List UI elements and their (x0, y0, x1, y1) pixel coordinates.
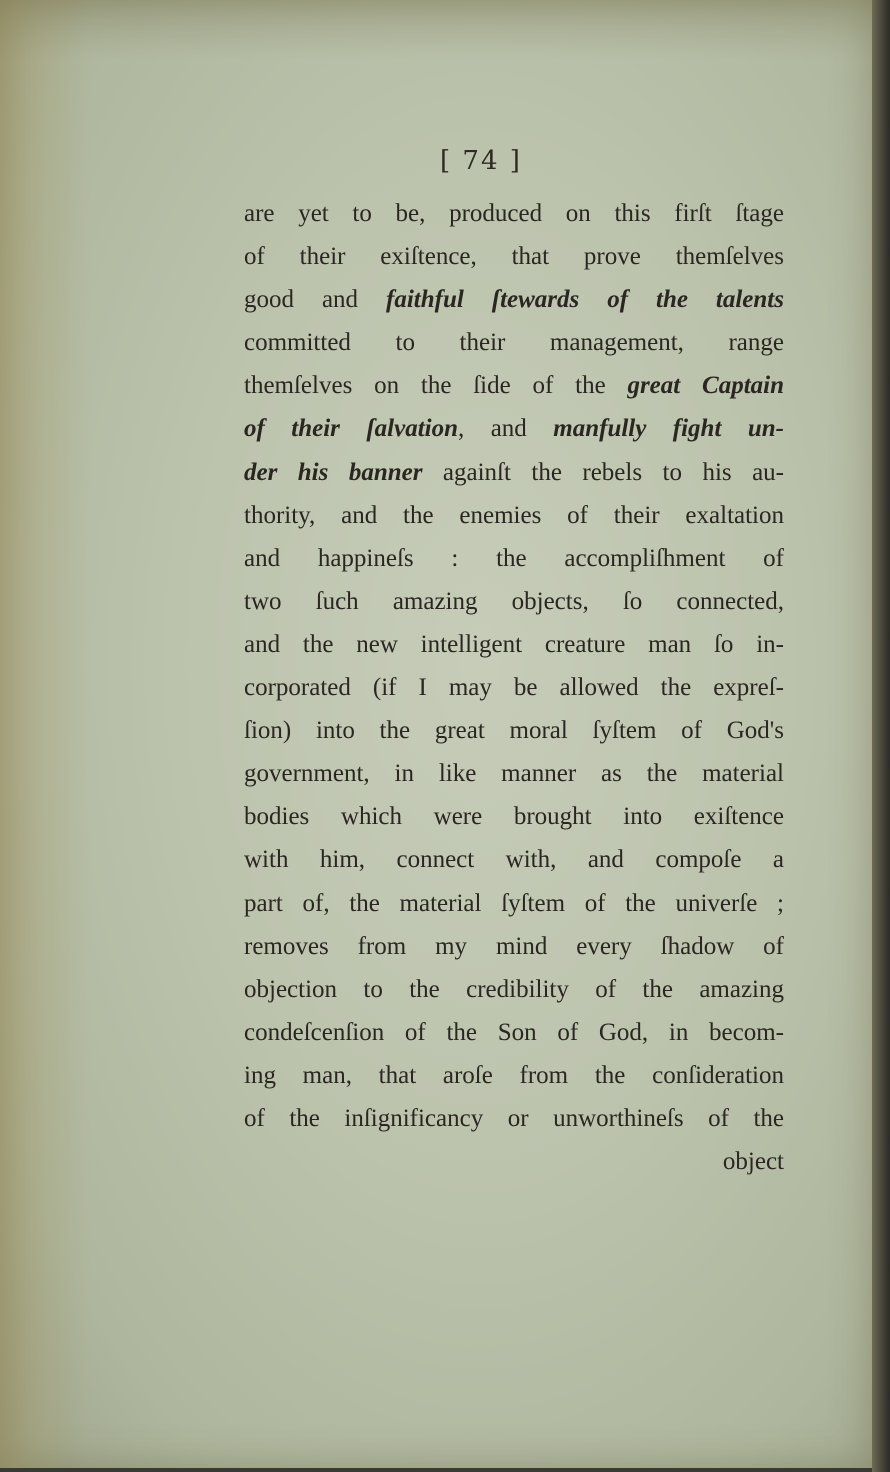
text-line (244, 1097, 784, 1140)
italic-text: of their ſalvation (244, 415, 459, 443)
text-line (244, 494, 784, 537)
text-line (244, 364, 784, 407)
text-run: corporated (if I may be allowed the expreſ- (244, 674, 784, 702)
italic-text: faithful ſtewards of the talents (386, 286, 784, 314)
text-line (244, 580, 784, 623)
text-line (244, 709, 784, 752)
text-line (244, 235, 784, 278)
text-run: againſt the rebels to his au- (422, 458, 784, 486)
text-line (244, 451, 784, 494)
text-run: ing man, that aroſe from the conſideration (244, 1061, 784, 1089)
text-run: of their exiſtence, that prove themſelves (244, 243, 784, 271)
text-line (244, 1054, 784, 1097)
text-line (244, 278, 784, 321)
text-run: ſion) into the great moral ſyſtem of God's (244, 717, 784, 745)
text-run: objection to the credibility of the amazing (244, 975, 784, 1003)
page-stain-left (0, 0, 90, 1468)
text-run: of the inſignificancy or unworthineſs of the (244, 1104, 784, 1132)
text-run: two ſuch amazing objects, ſo connected, (244, 587, 784, 615)
text-run: , and (458, 415, 554, 443)
text-line (244, 1011, 784, 1054)
text-run: themſelves on the ſide of the (244, 372, 628, 400)
body-text (244, 192, 784, 1183)
text-line (244, 192, 784, 235)
text-line (244, 666, 784, 709)
text-run: with him, connect with, and compoſe a (244, 846, 784, 874)
italic-text: der his banner (244, 458, 423, 486)
text-line (244, 623, 784, 666)
page-edge-shadow (872, 0, 890, 1472)
text-run: government, in like manner as the material (244, 760, 784, 788)
italic-text: great Captain (627, 372, 784, 400)
text-run: bodies which were brought into exiſtence (244, 803, 784, 831)
text-line (244, 925, 784, 968)
text-line (244, 407, 784, 450)
text-run: and the new intelligent creature man ſo in- (244, 630, 784, 658)
italic-text: manfully fight un- (553, 415, 784, 443)
text-line (244, 537, 784, 580)
text-line (244, 882, 784, 925)
text-line (244, 795, 784, 838)
text-run: part of, the material ſyſtem of the univerſe ; (244, 889, 784, 917)
text-line (244, 838, 784, 881)
text-run: good and (244, 286, 387, 314)
text-run: thority, and the enemies of their exaltation (244, 501, 784, 529)
text-line (244, 752, 784, 795)
text-run: are yet to be, produced on this firſt ſtage (244, 200, 784, 227)
text-line (244, 968, 784, 1011)
text-line (244, 321, 784, 364)
text-run: condeſcenſion of the Son of God, in becom- (244, 1018, 784, 1046)
text-run: committed to their management, range (244, 329, 784, 357)
page-stain-top (0, 0, 872, 60)
text-run: and happineſs : the accompliſhment of (244, 544, 784, 572)
page-number: [ 74 ] (440, 146, 522, 176)
catchword: object (722, 1148, 784, 1176)
text-run: removes from my mind every ſhadow of (244, 932, 784, 960)
